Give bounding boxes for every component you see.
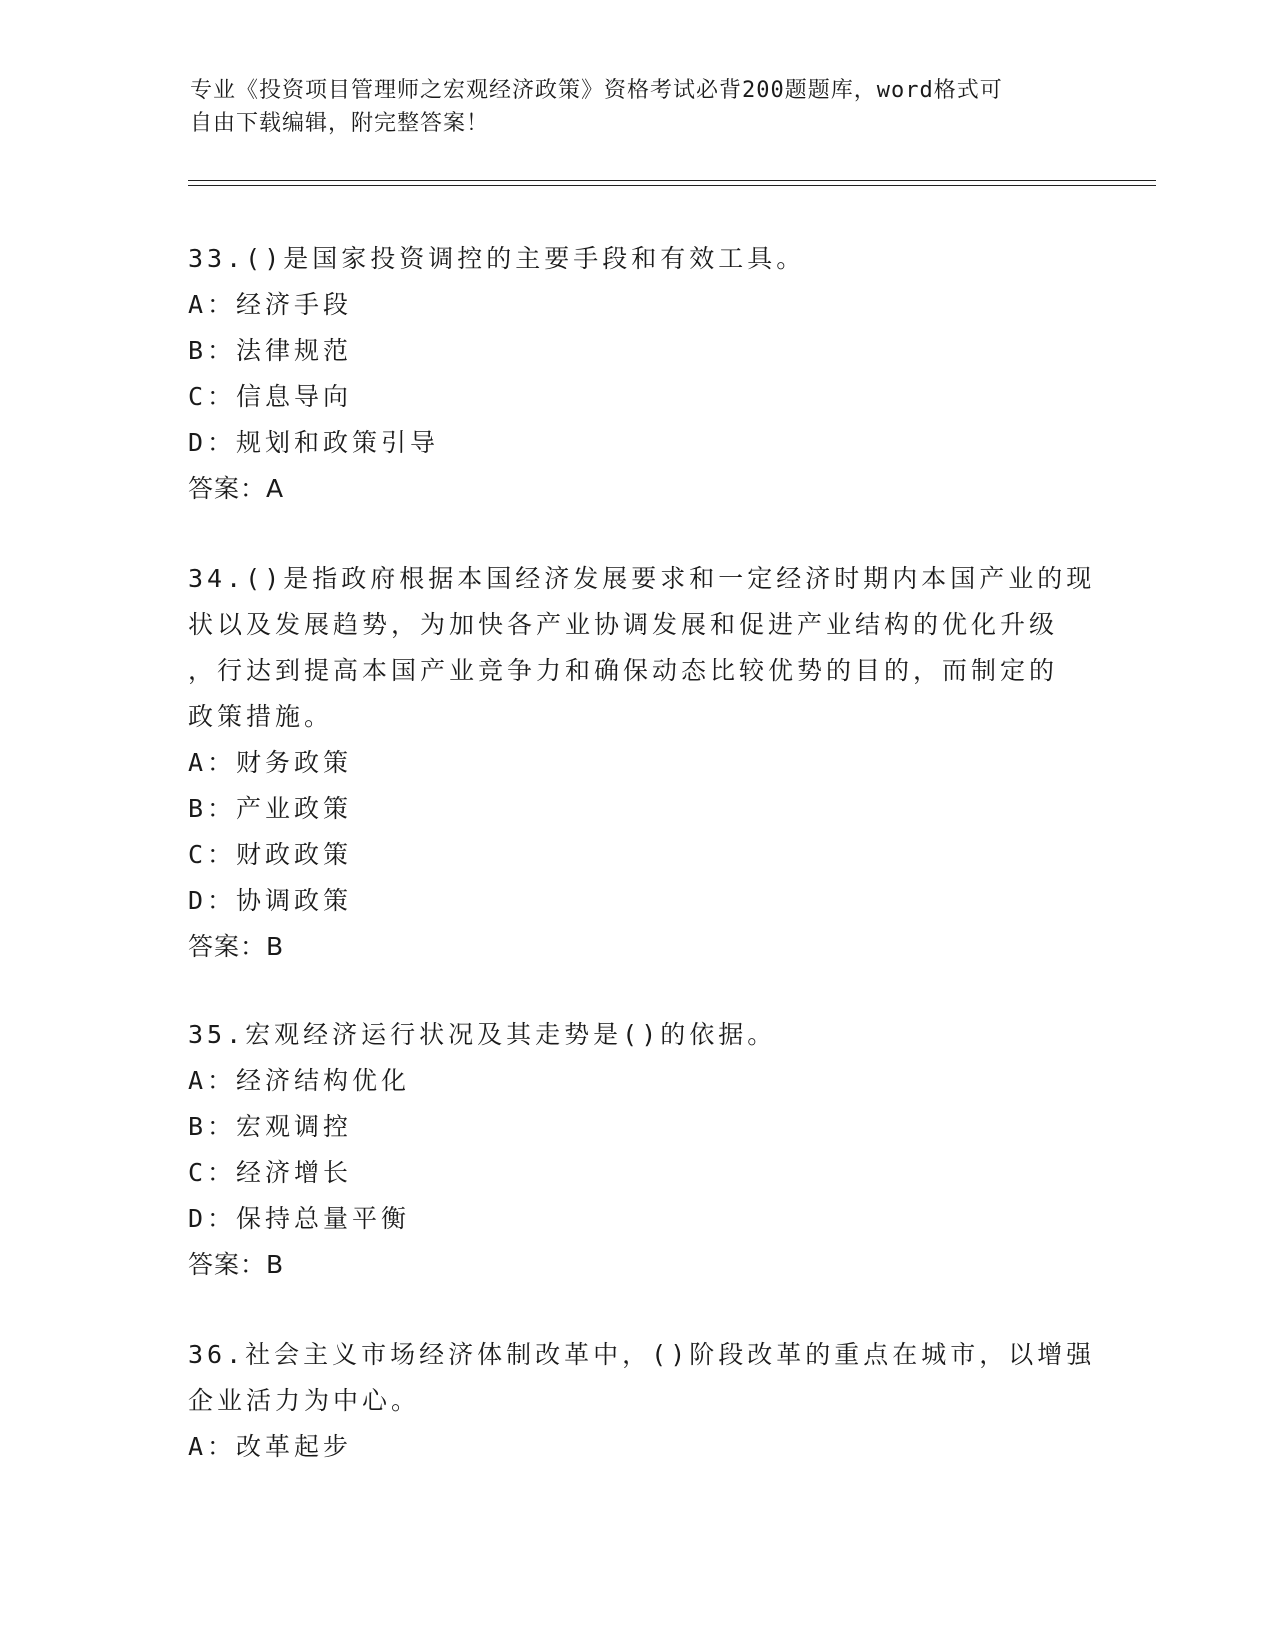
header-line-1: 专业《投资项目管理师之宏观经济政策》资格考试必背200题题库，word格式可 <box>190 78 1003 103</box>
header-divider-bottom <box>188 185 1156 186</box>
question-stem: 33.()是国家投资调控的主要手段和有效工具。 <box>188 244 806 273</box>
option-a: A：经济结构优化 <box>188 1066 411 1095</box>
question-stem: 状以及发展趋势，为加快各产业协调发展和促进产业结构的优化升级 <box>188 610 1059 639</box>
question-block-35 <box>188 1012 1088 1288</box>
question-stem: ，行达到提高本国产业竞争力和确保动态比较优势的目的，而制定的 <box>188 656 1059 685</box>
option-b: B：产业政策 <box>188 794 353 823</box>
option-c: C：信息导向 <box>188 382 353 411</box>
question-block-33 <box>188 236 1088 512</box>
question-block-34 <box>188 556 1096 970</box>
option-a: A：经济手段 <box>188 290 353 319</box>
question-block-36 <box>188 1332 1096 1470</box>
question-stem: 企业活力为中心。 <box>188 1386 421 1415</box>
option-d: D：保持总量平衡 <box>188 1204 411 1233</box>
option-b: B：宏观调控 <box>188 1112 353 1141</box>
document-header <box>190 74 1090 140</box>
question-stem: 政策措施。 <box>188 702 334 731</box>
answer-label: 答案：A <box>188 474 285 503</box>
header-line-2: 自由下载编辑，附完整答案！ <box>190 111 490 136</box>
question-stem: 36.社会主义市场经济体制改革中，()阶段改革的重点在城市，以增强 <box>188 1340 1096 1369</box>
option-d: D：协调政策 <box>188 886 353 915</box>
answer-label: 答案：B <box>188 1250 285 1279</box>
option-a: A：财务政策 <box>188 748 353 777</box>
option-a: A：改革起步 <box>188 1432 353 1461</box>
header-divider-top <box>188 180 1156 181</box>
option-d: D：规划和政策引导 <box>188 428 440 457</box>
question-stem: 35.宏观经济运行状况及其走势是()的依据。 <box>188 1020 777 1049</box>
answer-label: 答案：B <box>188 932 285 961</box>
option-c: C：经济增长 <box>188 1158 353 1187</box>
question-stem: 34.()是指政府根据本国经济发展要求和一定经济时期内本国产业的现 <box>188 564 1096 593</box>
option-c: C：财政政策 <box>188 840 353 869</box>
option-b: B：法律规范 <box>188 336 353 365</box>
